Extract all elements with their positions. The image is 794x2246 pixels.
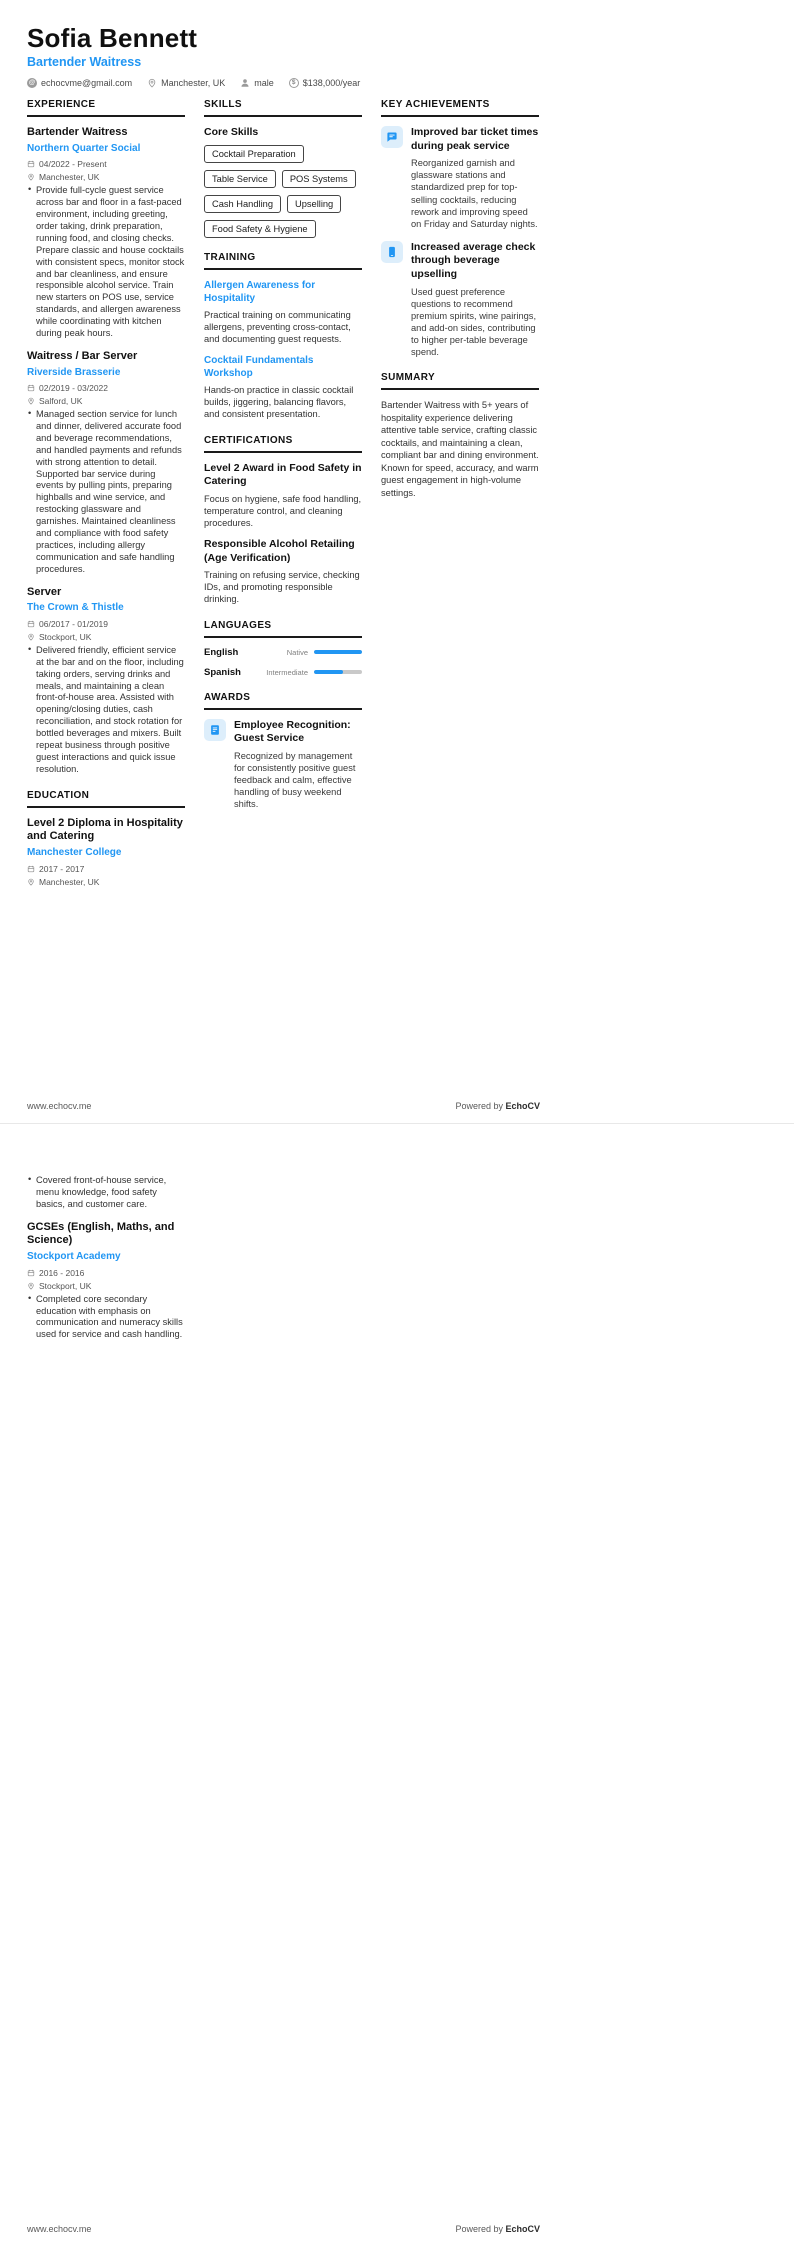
achievement-item xyxy=(381,241,539,358)
training-item xyxy=(204,279,362,345)
job-dates-text: 06/2017 - 01/2019 xyxy=(39,618,109,629)
education-dates-text: 2017 - 2017 xyxy=(39,863,85,874)
job-location xyxy=(27,396,185,406)
footer-powered xyxy=(455,2224,540,2234)
skill-tag: Food Safety & Hygiene xyxy=(204,220,316,238)
job-company: Northern Quarter Social xyxy=(27,142,141,154)
awards-heading: AWARDS xyxy=(204,692,362,710)
key-achievements-section xyxy=(381,99,539,358)
middle-column xyxy=(204,99,362,901)
education-location-text: Manchester, UK xyxy=(39,876,100,887)
certifications-heading: CERTIFICATIONS xyxy=(204,435,362,453)
contact-salary xyxy=(289,78,361,88)
language-level-label: Native xyxy=(286,647,308,657)
award-icon-box xyxy=(204,719,226,741)
page-1-content xyxy=(0,0,567,901)
training-item xyxy=(204,354,362,420)
job-location-text: Salford, UK xyxy=(39,396,83,407)
languages-heading: LANGUAGES xyxy=(204,620,362,638)
skill-tag: Cash Handling xyxy=(204,195,281,213)
education-bullet: • Covered front-of-house service, menu knowledge, food safety basics, and customer care. xyxy=(27,1175,185,1211)
language-name: English xyxy=(204,646,239,658)
school-name: Stockport Academy xyxy=(27,1251,121,1263)
footer-powered-prefix: Powered by xyxy=(455,2224,506,2234)
degree-title: Level 2 Diploma in Hospitality and Catering xyxy=(27,816,183,843)
award-item xyxy=(204,719,362,811)
certification-item xyxy=(204,462,362,530)
award-description: Recognized by management for consistently positive guest feedback and calm, effective handling of busy weekend shifts. xyxy=(234,750,356,810)
middle-column xyxy=(204,1175,362,1351)
skills-group-label: Core Skills xyxy=(204,126,259,139)
resume-header xyxy=(27,25,567,88)
award-body xyxy=(234,719,362,811)
job-location-text: Manchester, UK xyxy=(39,172,100,183)
footer-brand-link[interactable]: EchoCV xyxy=(505,1101,540,1111)
candidate-name: Sofia Bennett xyxy=(27,23,198,53)
certification-title: Level 2 Award in Food Safety in Catering xyxy=(204,461,362,488)
training-description: Hands-on practice in classic cocktail builds, jiggering, balancing flavors, and consistent presentation. xyxy=(204,385,354,420)
achievement-body xyxy=(411,126,539,230)
language-row xyxy=(204,647,362,658)
job-company: Riverside Brasserie xyxy=(27,366,121,378)
education-dates xyxy=(27,1268,185,1278)
language-proficiency-fill xyxy=(314,670,343,674)
page-2-content xyxy=(0,1124,567,1351)
job-bullet: • Delivered friendly, efficient service at the bar and on the floor, including taking orders, serving drinks and meals, and maintaining a clean front-of-house area. Assisted with opening/closing duties, cash reconciliation, and stock rotation for bottled beverages and mixers. Built repeat business through positive guest interactions and quick issue resolution. xyxy=(27,645,185,776)
job-dates-text: 04/2022 - Present xyxy=(39,159,107,170)
certificate-icon xyxy=(209,724,221,736)
skill-tag: Upselling xyxy=(287,195,341,213)
salary-icon: $ xyxy=(289,78,299,88)
education-entry xyxy=(27,817,185,887)
job-role: Waitress / Bar Server xyxy=(27,349,138,362)
page-footer xyxy=(27,1101,540,1111)
education-section xyxy=(27,790,185,887)
location-pin-icon xyxy=(27,397,35,405)
education-bullet: • Completed core secondary education with emphasis on communication and numeracy skills used for service and cash handling. xyxy=(27,1294,185,1342)
experience-heading: EXPERIENCE xyxy=(27,99,185,117)
calendar-icon xyxy=(27,1269,35,1277)
contact-location-text: Manchester, UK xyxy=(161,78,226,89)
calendar-icon xyxy=(27,620,35,628)
smartphone-icon xyxy=(386,246,398,258)
education-dates-text: 2016 - 2016 xyxy=(39,1267,85,1278)
achievement-icon-box xyxy=(381,241,403,263)
contact-row xyxy=(27,78,567,88)
job-dates-text: 02/2019 - 03/2022 xyxy=(39,383,109,394)
right-column xyxy=(381,1175,539,1351)
achievement-description: Used guest preference questions to recommend premium spirits, wine pairings, and add-on sides, contributing to higher per-table beverage spend. xyxy=(411,286,537,358)
certification-item xyxy=(204,538,362,606)
achievement-item xyxy=(381,126,539,230)
skill-tag: Table Service xyxy=(204,170,276,188)
achievement-body xyxy=(411,241,539,358)
skill-tag: POS Systems xyxy=(282,170,356,188)
achievement-title: Improved bar ticket times during peak service xyxy=(411,126,539,152)
location-pin-icon xyxy=(147,78,157,88)
job-location xyxy=(27,632,185,642)
training-title: Cocktail Fundamentals Workshop xyxy=(204,355,314,380)
footer-powered xyxy=(455,1101,540,1111)
message-icon xyxy=(386,131,398,143)
footer-powered-prefix: Powered by xyxy=(455,1101,506,1111)
education-location xyxy=(27,1281,185,1291)
job-location xyxy=(27,172,185,182)
calendar-icon xyxy=(27,865,35,873)
left-column xyxy=(27,99,185,901)
education-dates xyxy=(27,864,185,874)
person-icon xyxy=(240,78,250,88)
language-proficiency-bar xyxy=(314,670,362,674)
skills-heading: SKILLS xyxy=(204,99,362,117)
resume-columns xyxy=(27,1175,567,1351)
job-dates xyxy=(27,383,185,393)
job-location-text: Stockport, UK xyxy=(39,631,92,642)
experience-section xyxy=(27,99,185,776)
job-dates xyxy=(27,619,185,629)
language-row xyxy=(204,667,362,678)
resume-page-2 xyxy=(0,1123,794,2246)
experience-entry xyxy=(27,350,185,576)
footer-site-link[interactable]: www.echocv.me xyxy=(27,1101,92,1111)
achievement-title: Increased average check through beverage upselling xyxy=(411,240,536,281)
degree-title: GCSEs (English, Maths, and Science) xyxy=(27,1220,175,1247)
job-bullet: • Managed section service for lunch and dinner, delivered accurate food and beverage recommendations, and handled payments and refunds with strong attention to detail. Supported bar service during events by pulling pints, preparing highballs and wine service, and restocking glassware and garnishes. Maintained cleanliness and compliance with food safety practices, including allergy communication and safe handling procedures. xyxy=(27,409,185,575)
languages-section xyxy=(204,620,362,678)
achievement-description: Reorganized garnish and glassware stations and standardized prep for top-selling cocktails, reducing rework and improving speed on Friday and Saturday nights. xyxy=(411,158,538,229)
skill-tag: Cocktail Preparation xyxy=(204,145,304,163)
school-name: Manchester College xyxy=(27,847,122,859)
language-proficiency-fill xyxy=(314,650,362,654)
job-bullet: • Provide full-cycle guest service across bar and floor in a fast-paced environment, including greeting, order taking, drink preparation, running food, and closing checks. Prepare classic and house cocktails with consistent specs, monitor stock and bar cleanliness, and ensure responsible alcohol service. Train new starters on POS use, service standards, and allergen awareness while coordinating with kitchen during peak hours. xyxy=(27,185,185,340)
certifications-section xyxy=(204,435,362,606)
training-section xyxy=(204,252,362,420)
footer-site-link[interactable]: www.echocv.me xyxy=(27,2224,92,2234)
certification-description: Focus on hygiene, safe food handling, temperature control, and cleaning procedures. xyxy=(204,493,362,528)
contact-salary-text: $138,000/year xyxy=(302,78,361,89)
skills-section xyxy=(204,99,362,238)
language-proficiency-bar xyxy=(314,650,362,654)
education-location xyxy=(27,877,185,887)
job-company: The Crown & Thistle xyxy=(27,602,124,614)
achievement-icon-box xyxy=(381,126,403,148)
language-level-label: Intermediate xyxy=(266,667,308,677)
contact-email[interactable] xyxy=(27,78,132,88)
resume-columns xyxy=(27,99,567,901)
education-heading: EDUCATION xyxy=(27,790,185,808)
summary-heading: SUMMARY xyxy=(381,372,539,390)
training-title: Allergen Awareness for Hospitality xyxy=(204,280,316,305)
page-footer xyxy=(27,2224,540,2234)
left-column xyxy=(27,1175,185,1351)
language-name: Spanish xyxy=(204,666,241,678)
education-location-text: Stockport, UK xyxy=(39,1280,92,1291)
key-achievements-heading: KEY ACHIEVEMENTS xyxy=(381,99,539,117)
job-role: Server xyxy=(27,585,62,598)
training-heading: TRAINING xyxy=(204,252,362,270)
job-dates xyxy=(27,159,185,169)
certification-title: Responsible Alcohol Retailing (Age Verification) xyxy=(204,538,355,564)
location-pin-icon xyxy=(27,878,35,886)
candidate-job-title: Bartender Waitress xyxy=(27,55,142,70)
training-description: Practical training on communicating allergens, preventing cross-contact, and documenting guest requests. xyxy=(204,310,351,345)
contact-gender xyxy=(240,78,274,88)
education-entry xyxy=(27,1221,185,1342)
experience-entry xyxy=(27,126,185,340)
contact-gender-text: male xyxy=(254,78,274,89)
email-icon: @ xyxy=(27,78,37,88)
contact-location xyxy=(147,78,225,88)
award-title: Employee Recognition: Guest Service xyxy=(234,718,351,745)
experience-entry xyxy=(27,586,185,776)
awards-section xyxy=(204,692,362,811)
skill-tags xyxy=(204,145,362,238)
summary-section xyxy=(381,372,539,499)
language-level-group xyxy=(266,668,362,677)
calendar-icon xyxy=(27,384,35,392)
location-pin-icon xyxy=(27,173,35,181)
job-role: Bartender Waitress xyxy=(27,126,128,139)
footer-brand-link[interactable]: EchoCV xyxy=(505,2224,540,2234)
right-column xyxy=(381,99,539,901)
calendar-icon xyxy=(27,160,35,168)
location-pin-icon xyxy=(27,633,35,641)
summary-text: Bartender Waitress with 5+ years of hospitality experience delivering attentive table service, crafting classic cocktails, and maintaining a clean, compliant bar and dining environment. Known for speed, accuracy, and warm guest engagement in high-volume settings. xyxy=(381,400,539,499)
location-pin-icon xyxy=(27,1282,35,1290)
certification-description: Training on refusing service, checking IDs, and promoting responsible drinking. xyxy=(204,570,360,605)
contact-email-text: echocvme@gmail.com xyxy=(41,78,133,89)
language-level-group xyxy=(287,648,362,657)
